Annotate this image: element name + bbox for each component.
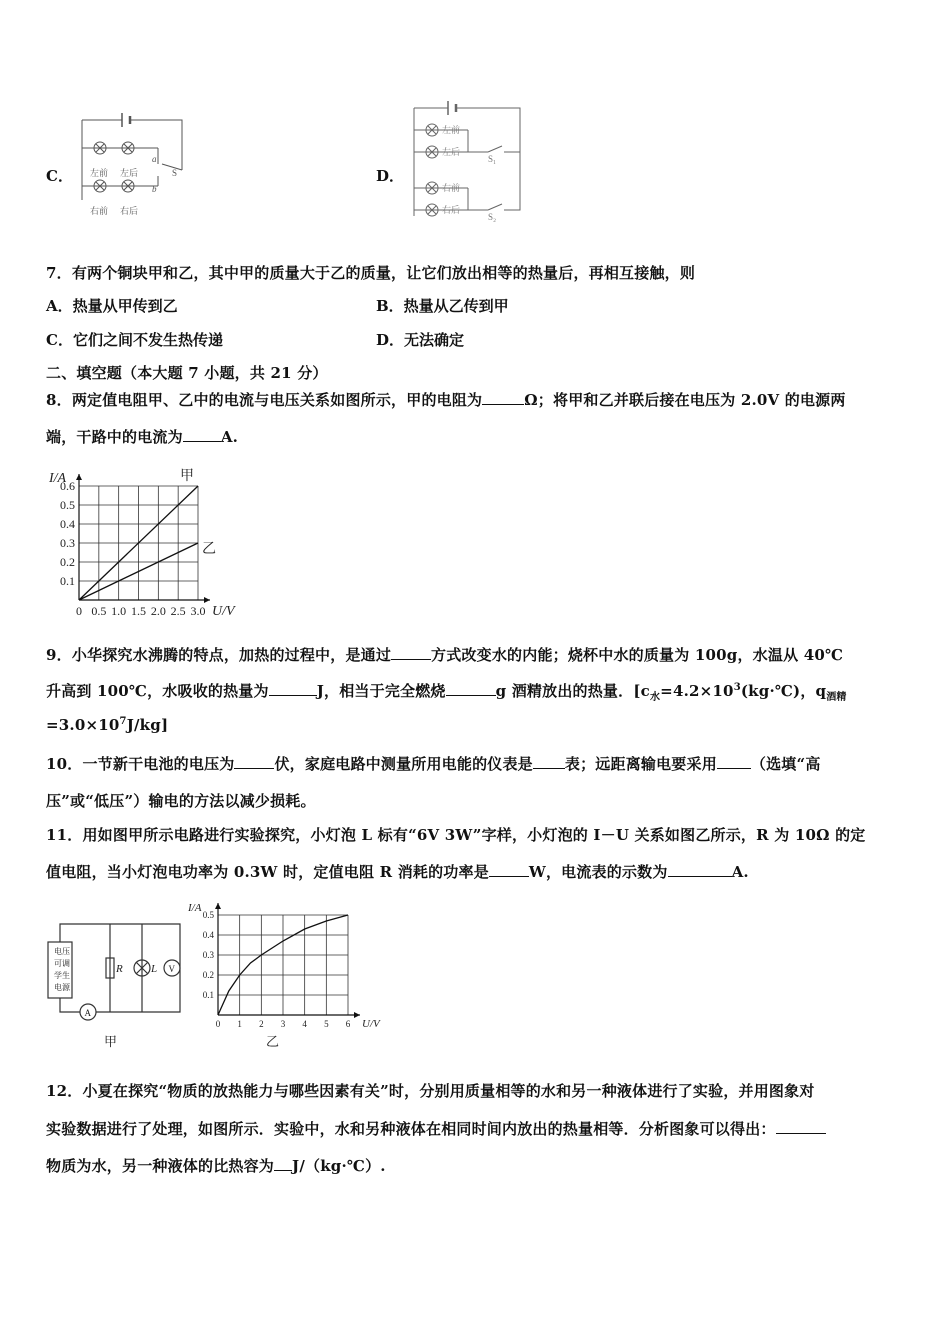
q11-circuit [44,918,194,1050]
q7-option-b: B．热量从乙传到甲 [376,297,509,315]
q9-text: g 酒精放出的热量．[c [495,682,650,700]
q6-circuit-d [408,100,526,224]
lamp-label: 左前 [442,125,461,135]
q11-line2 [46,861,749,882]
q8-text: A. [220,428,239,446]
source-label-part: 学生 [54,971,70,980]
x-tick-label: 0.5 [91,604,107,618]
q9-text: =4.2×10 [660,682,734,700]
x-tick-label: 2 [259,1019,264,1029]
x-tick-label: 1 [237,1019,242,1029]
q9-sup: 3 [733,682,741,693]
answer-blank [269,681,317,696]
q9-text: =3.0×10 [46,716,120,734]
q10-text: 10．一节新干电池的电压为 [46,755,235,773]
lamp-label: 左后 [442,147,461,157]
q6-option-d-label: D． [376,167,405,185]
q7-stem: 7．有两个铜块甲和乙，其中甲的质量大于乙的质量，让它们放出相等的热量后，再相互接触，则 [46,264,696,282]
y-tick-label: 0.3 [60,536,75,550]
y-axis-label: I/A [188,902,202,914]
q8-text: 端，干路中的电流为 [46,428,183,446]
switch-label: S₁ [488,154,497,164]
terminal-label: a [152,154,157,164]
x-tick-label: 3 [280,1019,286,1029]
y-tick-label: 0.4 [60,517,75,531]
x-tick-label: 3.0 [190,604,206,618]
q6-circuit-c [78,110,190,222]
x-tick-label: 0 [76,604,82,618]
x-tick-label: 1.5 [131,604,146,618]
q12-line1: 12．小夏在探究“物质的放热能力与哪些因素有关”时，分别用质量相等的水和另一种液体进行了实验，并用图象对 [46,1082,815,1100]
q9-line2 [46,680,847,703]
q7-option-c: C．它们之间不发生热传递 [46,331,223,349]
q9-line3 [46,716,168,734]
switch-label: S [172,168,178,178]
answer-blank [489,862,529,877]
figure-caption: 乙 [266,1034,280,1049]
answer-blank [668,862,732,877]
figure-caption: 甲 [104,1034,118,1049]
q9-sup: 7 [119,716,127,727]
answer-blank [446,681,496,696]
q9-text: 9．小华探究水沸腾的特点，加热的过程中，是通过 [46,646,392,664]
x-tick-label: 4 [302,1019,307,1029]
answer-blank [391,645,431,660]
y-tick-label: 0.6 [60,479,75,493]
q8-iu-chart [36,458,256,630]
y-tick-label: 0.2 [60,555,75,569]
q11-iu-chart [188,893,386,1049]
q11-text: 值电阻，当小灯泡电功率为 0.3W 时，定值电阻 R 消耗的功率是 [46,863,489,881]
x-tick-label: 2.5 [170,604,186,618]
q11-text: A. [731,863,749,881]
lamp-label: 右后 [442,205,461,215]
q9-sub: 水 [649,692,661,703]
switch-label: S₂ [488,212,497,222]
q10-line1 [46,753,821,774]
q12-line3 [46,1155,386,1176]
q9-text: 升高到 100℃，水吸收的热量为 [46,682,269,700]
q10-text: 伏，家庭电路中测量所用电能的仪表是 [274,755,533,773]
y-tick-label: 0.5 [202,910,214,920]
section-title: 二、填空题（本大题 7 小题，共 21 分） [46,364,328,382]
q9-text: J，相当于完全燃烧 [316,682,446,700]
q10-text: （选填“高 [750,755,821,773]
y-tick-label: 0.5 [60,498,75,512]
source-label-part: 电压 [54,947,70,956]
lamp-label: 右前 [442,183,461,193]
y-tick-label: 0.1 [202,990,214,1000]
terminal-label: b [152,184,157,194]
q6-option-c-label: C． [46,167,73,185]
answer-blank [234,754,274,769]
y-tick-label: 0.2 [202,970,214,980]
q9-text: 方式改变水的内能；烧杯中水的质量为 100g，水温从 40℃ [431,646,844,664]
lamp-label: 右前 [90,206,109,216]
q12-text: J/（kg·℃）. [292,1157,386,1175]
y-tick-label: 0.4 [202,930,214,940]
y-tick-label: 0.3 [202,950,214,960]
y-axis-arrow [215,903,221,909]
q12-line2 [46,1118,826,1139]
q12-text: 物质为水，另一种液体的比热容为 [46,1157,275,1175]
q7-option-a: A．热量从甲传到乙 [46,297,178,315]
lamp-label: 右后 [120,206,139,216]
q9-line1 [46,644,843,665]
q8-line1 [46,389,846,410]
q8-text: Ω；将甲和乙并联后接在电压为 2.0V 的电源两 [524,391,846,409]
series-label: 乙 [202,542,216,557]
source-label-part: 可调 [54,959,70,968]
q11-line1: 11．用如图甲所示电路进行实验探究，小灯泡 L 标有“6V 3W”字样，小灯泡的 I－U 关系如图乙所示，R 为 10Ω 的定 [46,826,866,844]
x-tick-label: 6 [345,1019,351,1029]
q9-text: J/kg] [126,716,169,734]
lamp-label: 左前 [90,168,109,178]
x-tick-label: 2.0 [150,604,166,618]
x-tick-label: 1.0 [111,604,127,618]
ammeter-label: A [84,1008,91,1018]
resistor-label: R [116,963,123,975]
y-tick-label: 0.1 [60,574,75,588]
q9-sub: 酒精 [826,692,847,703]
series-label: 甲 [180,469,194,484]
q10-text: 表；远距离输电要采用 [564,755,717,773]
voltmeter-label: V [168,964,175,974]
x-axis-arrow [204,597,210,603]
answer-blank [717,754,751,769]
source-label-part: 电源 [54,983,70,992]
x-axis-arrow [354,1012,360,1018]
answer-blank [776,1119,826,1134]
x-axis-label: U/V [212,604,235,619]
lamp-label: L [151,963,158,975]
answer-blank [533,754,565,769]
q8-text: 8．两定值电阻甲、乙中的电流与电压关系如图所示，甲的电阻为 [46,391,483,409]
lamp-label: 左后 [120,168,139,178]
q11-text: W，电流表的示数为 [528,863,668,881]
y-axis-label: I/A [49,471,67,486]
q7-option-d: D．无法确定 [376,331,465,349]
answer-blank [274,1156,292,1171]
x-axis-label: U/V [362,1018,380,1030]
x-tick-label: 0 [215,1019,221,1029]
q8-line2 [46,426,238,447]
answer-blank [183,427,221,442]
q10-line2: 压”或“低压”）输电的方法以减少损耗。 [46,792,316,810]
y-axis-arrow [76,474,82,480]
answer-blank [482,390,524,405]
q12-text: 实验数据进行了处理，如图所示．实验中，水和另种液体在相同时间内放出的热量相等．分析图象可以得出： [46,1120,776,1138]
x-tick-label: 5 [324,1019,329,1029]
q9-text: (kg·℃)，q [740,682,827,700]
